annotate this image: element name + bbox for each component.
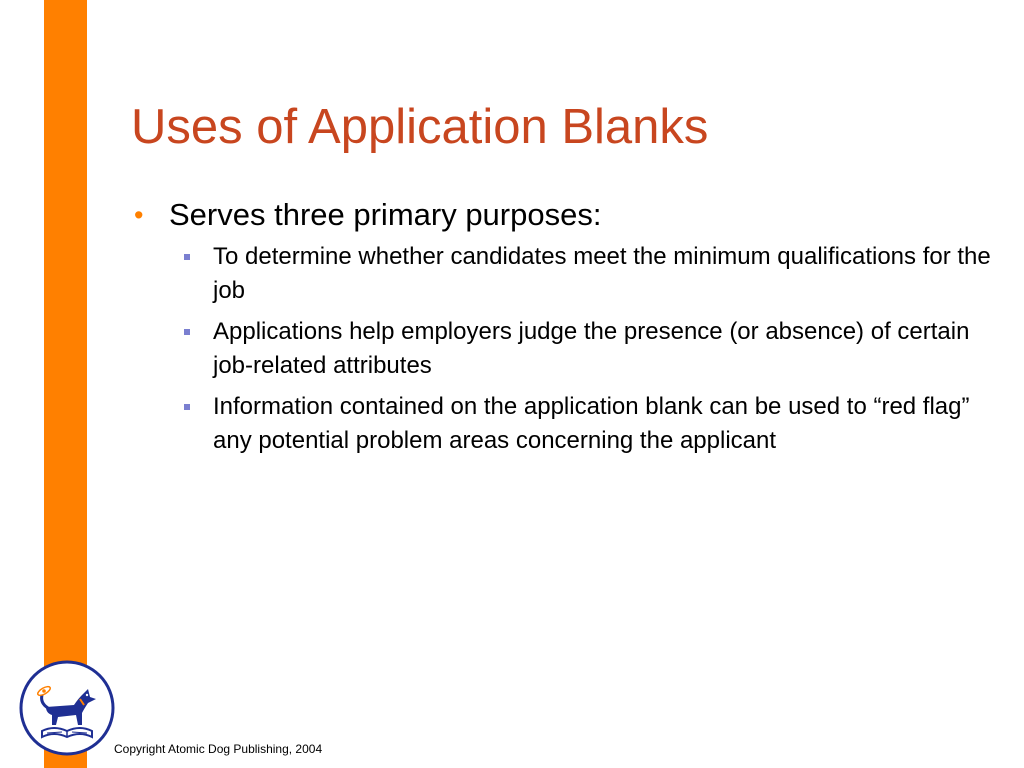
copyright-text: Copyright Atomic Dog Publishing, 2004 xyxy=(114,742,323,756)
square-bullet-icon xyxy=(184,254,190,260)
slide-title: Uses of Application Blanks xyxy=(131,100,709,154)
bullet-dot-icon: • xyxy=(134,200,144,230)
square-bullet-icon xyxy=(184,329,190,335)
bullet-level1 xyxy=(131,196,1011,458)
sub-bullet-item xyxy=(169,240,1013,308)
sub-bullet-text: Applications help employers judge the presence (or absence) of certain job-related attributes xyxy=(213,318,970,379)
bullet-list xyxy=(131,196,1011,465)
bullet-level1-text: Serves three primary purposes: xyxy=(169,197,602,232)
orange-side-bar xyxy=(44,0,87,768)
sub-bullet-text: Information contained on the application blank can be used to “red flag” any potential problem areas concerning the applicant xyxy=(213,393,970,454)
sub-bullet-list xyxy=(169,240,1011,458)
sub-bullet-item xyxy=(169,390,1013,458)
sub-bullet-item xyxy=(169,315,1013,383)
square-bullet-icon xyxy=(184,404,190,410)
atomic-dog-logo-icon xyxy=(18,659,116,757)
sub-bullet-text: To determine whether candidates meet the minimum qualifications for the job xyxy=(213,243,991,304)
